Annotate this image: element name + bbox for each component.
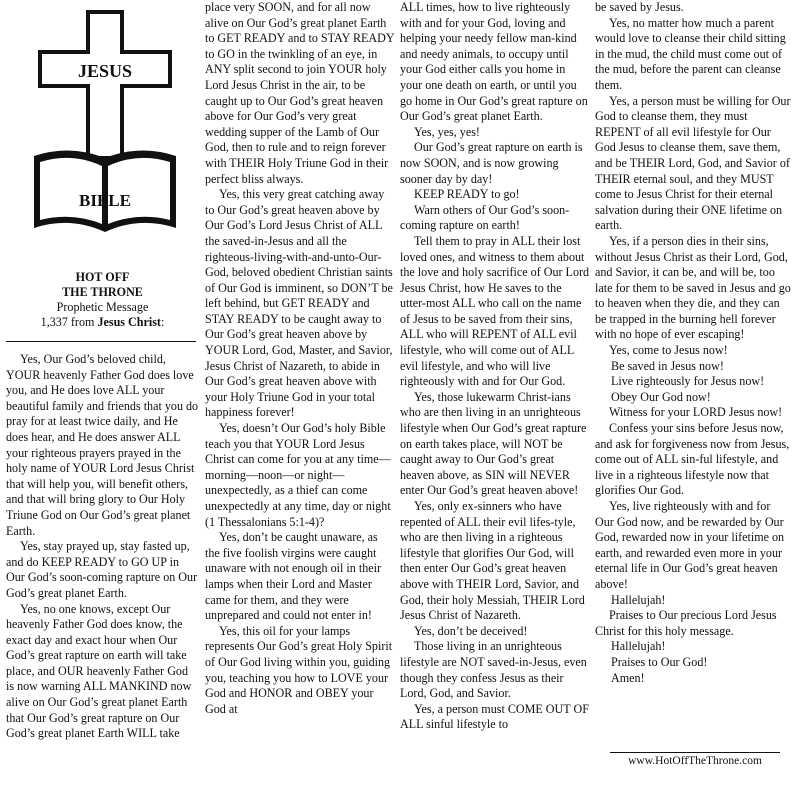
website-url[interactable]: www.HotOffTheThrone.com (628, 755, 762, 767)
title-line-2: THE THRONE (62, 285, 143, 299)
col4-paragraph: be saved by Jesus. (595, 0, 684, 14)
col4-paragraph: Hallelujah! (611, 592, 666, 607)
col3-paragraph: Our God’s great rapture on earth is now SOON, and is now growing sooner day by day! (400, 140, 583, 186)
col1-paragraph: Yes, Our God’s beloved child, YOUR heavenly Father God does love you, and He does love ALL your beautiful family and friends that you do pray for at least twice daily, and He does hear, and He does answer ALL your righteous prayers prayed in the holy name of YOUR Lord Jesus Christ that will help you, will benefit others, and that will bring glory to Our Holy Triune God on Our God’s great planet Earth. (6, 352, 199, 538)
col3-paragraph: Yes, yes, yes! (414, 124, 480, 139)
col2-paragraph: place very SOON, and for all now alive on Our God’s great planet Earth to GET READY and to STAY READY to GO in the twinkling of an eye, in ANY split second to join YOUR holy Lord Jesus Christ in the air, to be caught up to Our God’s great heaven above for Our God’s very great wedding supper of the Lamb of Our God, then to rule and to reign forever with THEIR Holy Triune God in their perfect bliss always. (205, 0, 395, 186)
col3-paragraph: Yes, only ex-sinners who have repented of ALL their evil lifes-tyle, who are then living in a righteous lifestyle that glorifies Our God, will then enter Our God’s great heaven above with THEIR Lord, Savior, and God, their holy Messiah, THEIR Lord Jesus Christ of Nazareth. (400, 499, 585, 623)
column-3 (400, 0, 590, 733)
col2-paragraph: Yes, don’t be caught unaware, as the five foolish virgins were caught unaware with not enough oil in their lamps when their Lord and Master came for them, and they were unprepared and could not enter in! (205, 530, 381, 623)
col2-paragraph (205, 421, 395, 530)
col2-paragraph: Yes, this oil for your lamps represents Our God’s great Holy Spirit of Our God living within you, guiding you, teaching you how to LOVE your God and HONOR and OBEY your God at (205, 623, 393, 716)
col4-paragraph: Live righteously for Jesus now! (611, 374, 765, 389)
col2-text: Yes, doesn’t Our God’s holy Bible teach you that YOUR Lord Jesus Christ can come for you at any time—morning—noon—or night—unexpectedly, as a thief can come unexpectedly at any time, day or night (205, 421, 391, 513)
col3-paragraph: Yes, don’t be deceived! (414, 623, 528, 638)
title-line-4 (6, 315, 199, 330)
col4-paragraph: Praises to Our God! (611, 654, 708, 669)
column-2 (205, 0, 395, 717)
logo-top-label: JESUS (77, 61, 133, 81)
col2-paragraph: Yes, this very great catching away to Our God’s great heaven above by Our God’s Lord Jesus Christ of ALL the saved-in-Jesus and all the righteous-living-with-and-unto-Our-God, beloved obedient Christian saints of Our God is imminent, so DON’T be left behind, but GET READY and STAY READY to be caught away to Our God’s great heaven above by YOUR Lord, God, Master, and Savior, Jesus Christ of Nazareth, to abide in Our God’s great heaven above with your Holy Triune God in your total happiness forever! (205, 187, 393, 420)
footer (600, 752, 790, 767)
col3-paragraph: KEEP READY to go! (414, 187, 520, 202)
title-line-1: HOT OFF (75, 270, 130, 284)
message-number: 1,337 from (40, 315, 95, 329)
col3-paragraph: Yes, a person must COME OUT OF ALL sinful lifestyle to (400, 701, 589, 732)
footer-divider (610, 752, 780, 753)
col3-paragraph: Tell them to pray in ALL their lost loved ones, and witness to them about the love and holy sacrifice of Our Lord Jesus Christ, how He saves to the utter-most ALL who call on the name of Jesus to be saved from their sins, ALL who will REPENT of ALL evil lifestyle, who will come out of ALL evil lifestyle, and who will live righteously with and for Our God. (400, 233, 590, 389)
message-author: Jesus Christ (97, 315, 161, 329)
col4-paragraph: Yes, come to Jesus now! (609, 343, 728, 358)
col3-paragraph: Those living in an unrighteous lifestyle are NOT saved-in-Jesus, even though they confess Jesus as their Lord, God, and Savior. (400, 639, 587, 701)
col4-paragraph: Witness for your LORD Jesus now! (609, 405, 783, 420)
cross-icon (38, 10, 172, 160)
col4-paragraph: Yes, a person must be willing for Our God to cleanse them, they must REPENT of all evil lifestyle for Our God Jesus to cleanse them, save them, and be THEIR Lord, God, and Savior of THEIR eternal soul, and they MUST come to Jesus Christ for their eternal salvation during their ONE lifetime on earth. (595, 93, 791, 233)
col1-paragraph: Yes, no one knows, except Our heavenly Father God does know, the exact day and exact hour when Our God’s great rapture on earth will take place, and OUR heavenly Father God is now warning ALL MANKIND now alive on Our God’s great planet Earth that Our God’s great rapture on Our God’s great planet Earth WILL take (6, 601, 192, 741)
scripture-reference: (1 Thessalonians 5:1-4)? (205, 514, 325, 529)
col4-paragraph: Confess your sins before Jesus now, and ask for forgiveness now from Jesus, come out of ALL sin-ful lifestyle, and live in a righteous lifestyle now that glorifies Our God. (595, 421, 790, 498)
title-divider (6, 341, 196, 342)
col1-paragraph: Yes, stay prayed up, stay fasted up, and do KEEP READY to GO UP in Our God’s soon-coming rapture on Our God’s great planet Earth. (6, 539, 198, 600)
col4-paragraph: Praises to Our precious Lord Jesus Christ for this holy message. (595, 608, 777, 638)
col4-paragraph: Amen! (611, 670, 645, 685)
message-title-block (6, 270, 199, 330)
col4-paragraph: Obey Our God now! (611, 389, 711, 404)
title-line-3: Prophetic Message (56, 300, 149, 314)
col4-paragraph: Yes, if a person dies in their sins, without Jesus Christ as their Lord, God, and Savior, it can be, and will be, too late for them to be saved in Jesus and go to heaven when they die, and they can be trapped in the burning hell forever with no hope of ever escaping! (595, 233, 791, 342)
logo-bottom-label: BIBLE (79, 191, 131, 210)
col4-paragraph: Hallelujah! (611, 639, 666, 654)
col4-paragraph: Yes, live righteously with and for Our God now, and be rewarded by Our God, rewarded now in your lifetime on earth, and rewarded even more in your eternal life in Our God’s great heaven above! (595, 499, 785, 591)
column-1 (6, 352, 199, 742)
col3-paragraph: Warn others of Our God’s soon-coming rapture on earth! (400, 202, 570, 233)
col3-paragraph: ALL times, how to live righteously with and for your God, loving and helping your needy fellow man-kind and needy animals, to occupy until your God either calls you home in your one death on earth, or until you go home in Our God’s great rapture on Our God’s great planet Earth. (400, 0, 588, 124)
cross-bible-logo (30, 6, 180, 236)
col3-paragraph: Yes, those lukewarm Christ-ians who are then living in an unrighteous lifestyle when Our God’s great rapture on earth takes place, will NOT be caught away to Our God’s great heaven above, as SIN will NEVER enter Our God’s great heaven above! (400, 389, 587, 498)
title-colon: : (160, 315, 165, 329)
col4-paragraph: Yes, no matter how much a parent would love to cleanse their child sitting in the mud, the child must come out of the mud, before the parent can cleanse them. (595, 15, 786, 92)
col4-paragraph: Be saved in Jesus now! (611, 358, 724, 373)
column-4 (595, 0, 791, 686)
